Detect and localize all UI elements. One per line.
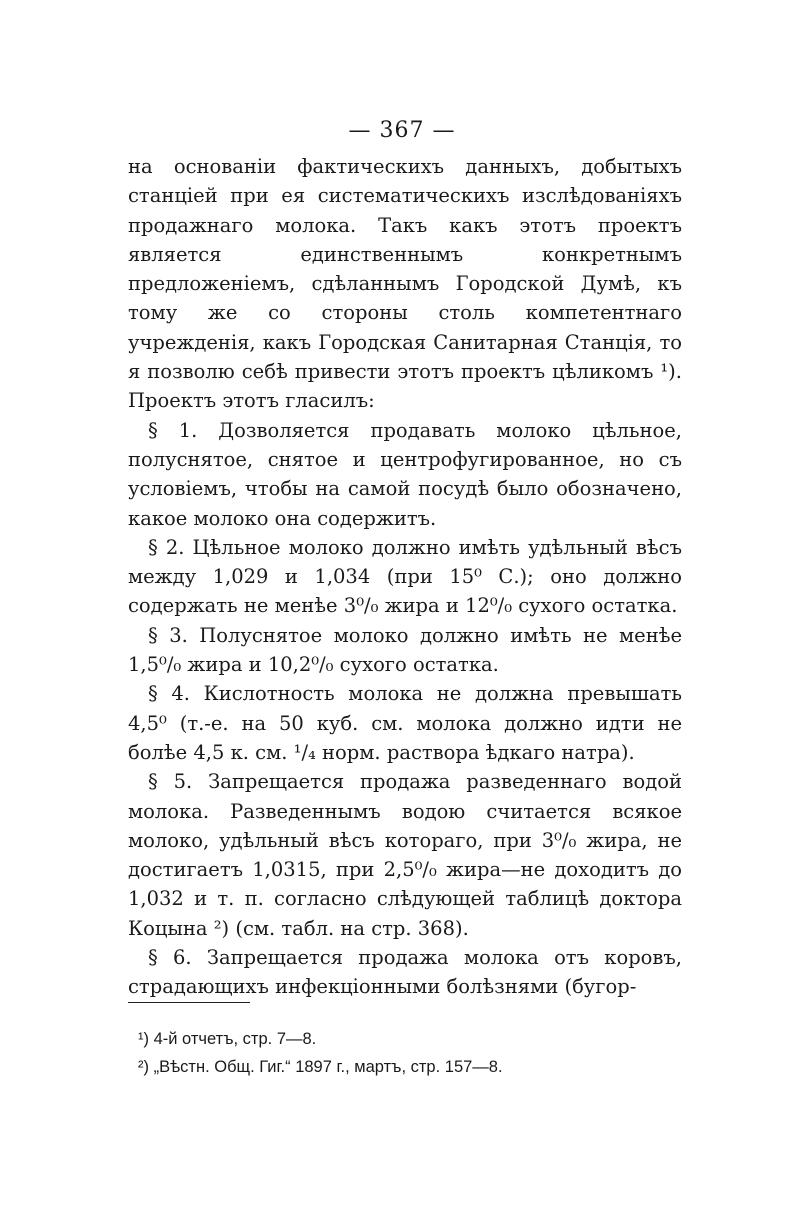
paragraph-section-6: § 6. Запрещается продажа молока отъ коровъ, страдающихъ инфекціонными болѣзнями (бугор-	[128, 946, 682, 999]
footnote-divider	[128, 1002, 250, 1003]
paragraph-intro: на основаніи фактическихъ данныхъ, добытыхъ станціей при ея систематическихъ изслѣдованіяхъ продажнаго молока. Такъ какъ этотъ проектъ является единственнымъ конкретнымъ предложеніемъ, сдѣланнымъ Городской Думѣ, къ тому же со стороны столь компетентнаго учрежденія, какъ Городская Санитарная Станція, то я позволю себѣ привести этотъ проектъ цѣликомъ ¹). Проектъ этотъ гласилъ:	[128, 155, 682, 413]
paragraph-section-4: § 4. Кислотность молока не должна превышать 4,5⁰ (т.-е. на 50 куб. см. молока должно идти не болѣе 4,5 к. см. ¹/₄ норм. раствора ѣдкаго натра).	[128, 682, 682, 764]
page-number: — 367 —	[348, 118, 456, 143]
footnote-2: ²) „Вѣстн. Общ. Гиг.“ 1897 г., мартъ, стр. 157—8.	[138, 1058, 503, 1076]
footnote-1: ¹) 4-й отчетъ, стр. 7—8.	[138, 1030, 317, 1048]
paragraph-section-3: § 3. Полуснятое молоко должно имѣть не менѣе 1,5⁰/₀ жира и 10,2⁰/₀ сухого остатка.	[128, 623, 682, 677]
paragraph-section-1: § 1. Дозволяется продавать молоко цѣльное, полуснятое, снятое и центрофугированное, но съ условіемъ, чтобы на самой посудѣ было обозначено, какое молоко она содержитъ.	[128, 418, 682, 530]
paragraph-section-2: § 2. Цѣльное молоко должно имѣть удѣльный вѣсъ между 1,029 и 1,034 (при 15⁰ С.); оно должно содержать не менѣе 3⁰/₀ жира и 12⁰/₀ сухого остатка.	[128, 535, 682, 618]
footnotes	[128, 1025, 682, 1081]
paragraph-section-5: § 5. Запрещается продажа разведеннаго водой молока. Разведеннымъ водою считается всякое молоко, удѣльный вѣсъ котораго, при 3⁰/₀ жира, не достигаетъ 1,0315, при 2,5⁰/₀ жира—не доходитъ до 1,032 и т. п. согласно слѣдующей таблицѣ доктора Коцына ²) (см. табл. на стр. 368).	[128, 770, 682, 940]
main-text	[128, 152, 682, 1002]
